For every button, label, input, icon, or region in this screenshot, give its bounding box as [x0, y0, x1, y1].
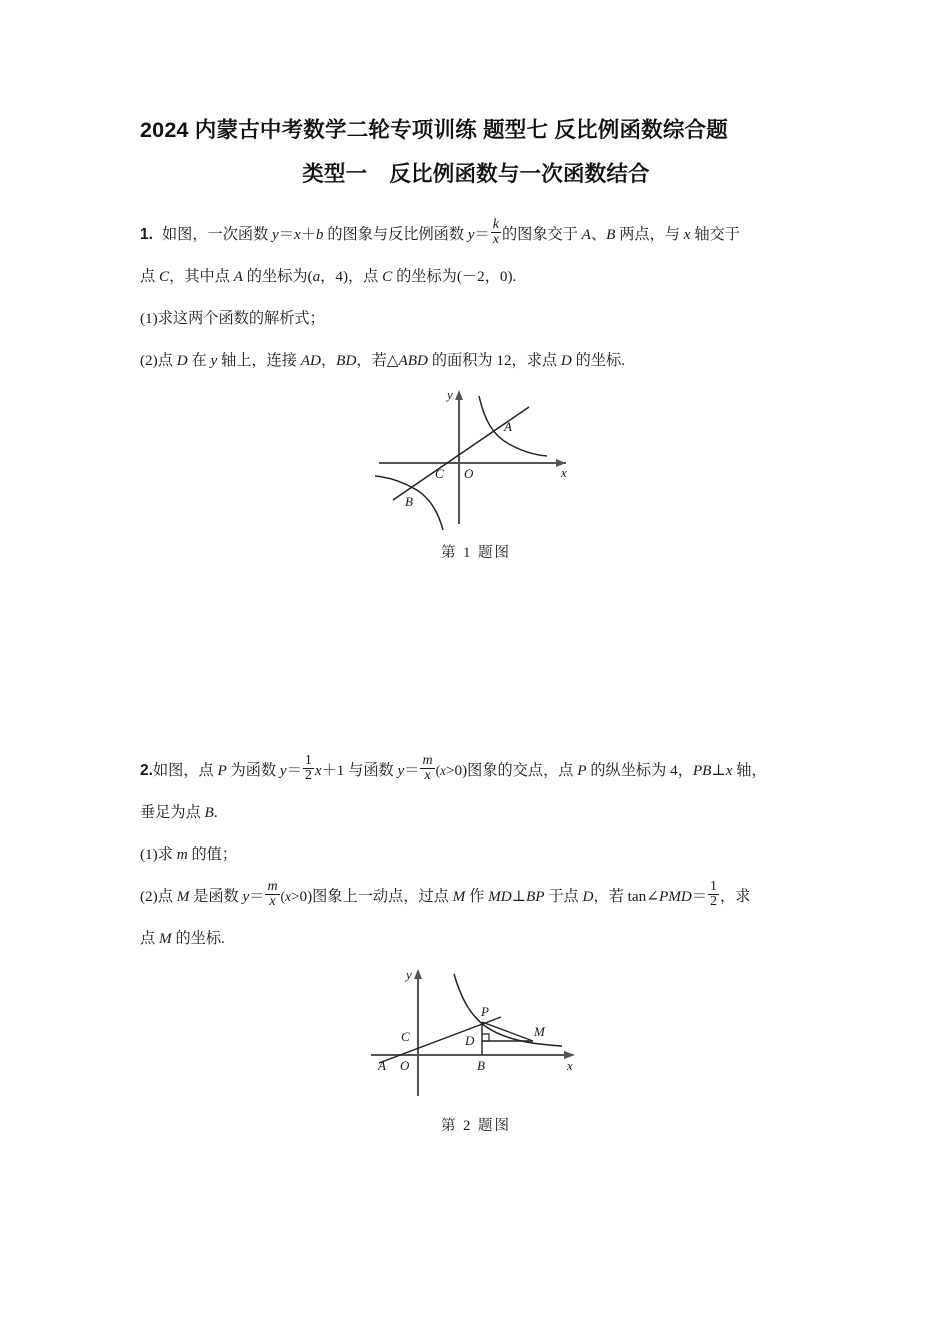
- fraction-k-over-x: [491, 218, 501, 248]
- segment-BD: BD: [336, 351, 357, 369]
- figure-2-label-M: M: [534, 1023, 545, 1039]
- text-run: ，其中点: [169, 267, 234, 285]
- text-run: (2)点: [140, 887, 177, 905]
- angle-PMD: PMD: [658, 887, 692, 905]
- fraction-numerator: k: [492, 216, 499, 232]
- point-M: M: [158, 929, 172, 947]
- fraction-numerator: 1: [710, 878, 718, 894]
- triangle-ABD: ABD: [398, 351, 429, 369]
- figure-2-label-O: O: [400, 1057, 410, 1073]
- right-angle-mark: [482, 1034, 489, 1041]
- text-run: 的坐标.: [171, 929, 225, 947]
- vertical-spacer: [140, 574, 812, 724]
- text-run: ＝: [691, 887, 708, 905]
- text-run: ⊥: [711, 761, 726, 779]
- figure-1-label-B: B: [405, 493, 413, 509]
- y-axis-arrow: [414, 969, 422, 979]
- fraction-one-half: [708, 880, 719, 910]
- var-y: y: [279, 761, 287, 779]
- segment-MD: MD: [488, 887, 512, 905]
- var-x: x: [683, 225, 691, 243]
- text-run: 的图象交于: [501, 225, 582, 243]
- figure-2: [140, 960, 812, 1147]
- figure-2-graph: [351, 960, 601, 1105]
- segment-AD: AD: [300, 351, 321, 369]
- figure-1-label-y: y: [447, 386, 453, 402]
- page-title: 2024 内蒙古中考数学二轮专项训练 题型七 反比例函数综合题: [140, 118, 728, 142]
- subtitle-type-label: 类型一: [302, 161, 368, 186]
- var-y: y: [210, 351, 218, 369]
- text-run: 、: [590, 225, 607, 243]
- text-run: (2)点: [140, 351, 177, 369]
- text-run: ，4)，点: [320, 267, 383, 285]
- point-D: D: [176, 351, 188, 369]
- fraction-numerator: m: [267, 878, 278, 894]
- text-run: 垂足为点: [140, 803, 205, 821]
- text-run: ，若△: [356, 351, 399, 369]
- text-run: 的面积为 12，求点: [428, 351, 561, 369]
- point-C: C: [382, 267, 393, 285]
- y-axis-arrow: [455, 390, 463, 400]
- segment-BP: BP: [526, 887, 545, 905]
- text-run: ，求: [720, 887, 751, 905]
- problem-1-number: 1.: [140, 225, 153, 243]
- text-run: (: [435, 762, 441, 778]
- var-x: x: [314, 761, 322, 779]
- text-run: ＝: [474, 225, 490, 243]
- fraction-m-over-x: [420, 754, 434, 784]
- point-A: A: [581, 225, 591, 243]
- figure-1-caption: 第 1 题图: [441, 544, 511, 561]
- figure-2-caption: 第 2 题图: [441, 1117, 511, 1134]
- section-subtitle: [140, 162, 812, 188]
- text-run: 的值；: [187, 845, 238, 863]
- figure-1-label-O: O: [464, 465, 474, 481]
- point-P: P: [217, 761, 227, 779]
- problem-1: [140, 214, 812, 574]
- figure-1-label-C: C: [435, 465, 444, 481]
- figure-2-label-y: y: [406, 966, 412, 982]
- segment-PB: PB: [692, 761, 712, 779]
- fraction-numerator: m: [422, 752, 433, 768]
- point-B: B: [204, 803, 214, 821]
- point-B: B: [606, 225, 616, 243]
- text-run: 如图，点: [152, 761, 218, 779]
- problem-1-sub-1: (1)求这两个函数的解析式；: [140, 309, 325, 327]
- text-run: ，若 tan∠: [593, 887, 659, 905]
- var-y: y: [272, 225, 279, 243]
- text-run: ＋1 与函数: [321, 761, 398, 779]
- text-run: 的图象与反比例函数: [323, 225, 468, 243]
- var-y: y: [467, 225, 475, 243]
- point-M: M: [176, 887, 190, 905]
- text-run: 点: [140, 267, 159, 285]
- text-run: 轴，: [732, 761, 767, 779]
- var-y: y: [242, 887, 250, 905]
- var-x: x: [293, 225, 301, 243]
- problem-1-stem-line-2: [140, 256, 812, 298]
- point-D: D: [582, 887, 594, 905]
- text-run: 轴交于: [690, 225, 740, 243]
- text-run: ＝: [278, 225, 294, 243]
- var-y: y: [397, 761, 405, 779]
- text-run: (1)求: [140, 845, 177, 863]
- text-run: ＋: [300, 225, 316, 243]
- figure-1: [140, 382, 812, 574]
- problem-2-number: 2.: [140, 761, 153, 779]
- fraction-denominator: x: [492, 232, 499, 248]
- var-x: x: [440, 762, 446, 778]
- figure-1-label-x: x: [561, 464, 567, 480]
- figure-2-label-P: P: [481, 1003, 489, 1019]
- fraction-m-over-x: [265, 880, 279, 910]
- var-m: m: [176, 845, 188, 863]
- point-P: P: [577, 761, 587, 779]
- problem-2-sub-1: [140, 834, 812, 876]
- hyperbola-branch-first-quadrant: [479, 396, 547, 456]
- point-D: D: [560, 351, 572, 369]
- problem-2: [140, 750, 812, 1147]
- point-C: C: [158, 267, 170, 285]
- text-run: ，: [320, 351, 337, 369]
- point-M: M: [452, 887, 466, 905]
- text-run: 两点，与: [615, 225, 684, 243]
- text-run: 作: [465, 887, 489, 905]
- fraction-denominator: x: [424, 768, 431, 784]
- text-run: 在: [187, 351, 211, 369]
- figure-2-label-D: D: [465, 1032, 475, 1048]
- problem-2-stem-line-1: [140, 750, 812, 792]
- text-run: >0)图象的交点，点: [445, 761, 578, 779]
- document-content: [140, 118, 812, 1147]
- text-run: .: [213, 803, 218, 821]
- fraction-one-half: [303, 754, 314, 784]
- problem-2-stem-line-2: [140, 792, 812, 834]
- point-A: A: [233, 267, 243, 285]
- text-run: 于点: [544, 887, 583, 905]
- problem-2-sub-2-line-2: [140, 918, 812, 960]
- subtitle-topic-label: 反比例函数与一次函数结合: [389, 161, 650, 186]
- var-x: x: [285, 888, 291, 904]
- problem-1-sub-2: [140, 340, 812, 382]
- text-run: 的纵坐标为 4，: [586, 761, 693, 779]
- fraction-denominator: x: [269, 894, 276, 910]
- text-run: 是函数: [189, 887, 243, 905]
- text-run: ＝: [404, 761, 420, 779]
- fraction-numerator: 1: [304, 752, 312, 768]
- text-run: 为函数: [226, 761, 280, 779]
- segment-PM: [482, 1022, 533, 1041]
- figure-2-label-B: B: [477, 1057, 485, 1073]
- text-run: ＝: [286, 761, 302, 779]
- text-run: 点: [140, 929, 159, 947]
- problem-2-sub-2-line-1: [140, 876, 812, 918]
- fraction-denominator: 2: [710, 894, 718, 910]
- linear-function-line: [379, 1017, 501, 1063]
- text-run: 轴上，连接: [217, 351, 301, 369]
- problem-1-stem-line-1: [140, 214, 812, 256]
- text-run: >0)图象上一动点，过点: [290, 887, 453, 905]
- text-run: 如图，一次函数: [161, 225, 273, 243]
- var-b: b: [315, 225, 324, 243]
- figure-2-label-C: C: [401, 1028, 410, 1044]
- var-x: x: [725, 761, 733, 779]
- text-run: ⊥: [511, 887, 526, 905]
- figure-1-graph: [361, 382, 591, 532]
- text-run: ＝: [249, 887, 265, 905]
- var-a: a: [312, 267, 321, 285]
- fraction-denominator: 2: [304, 768, 312, 784]
- figure-1-label-A: A: [504, 418, 512, 434]
- figure-2-label-x: x: [567, 1057, 573, 1073]
- text-run: 的坐标为(: [242, 267, 313, 285]
- text-run: 的坐标.: [571, 351, 626, 369]
- text-run: (: [280, 888, 285, 904]
- text-run: 的坐标为(－2，0).: [392, 267, 517, 285]
- figure-2-label-A: A: [378, 1057, 386, 1073]
